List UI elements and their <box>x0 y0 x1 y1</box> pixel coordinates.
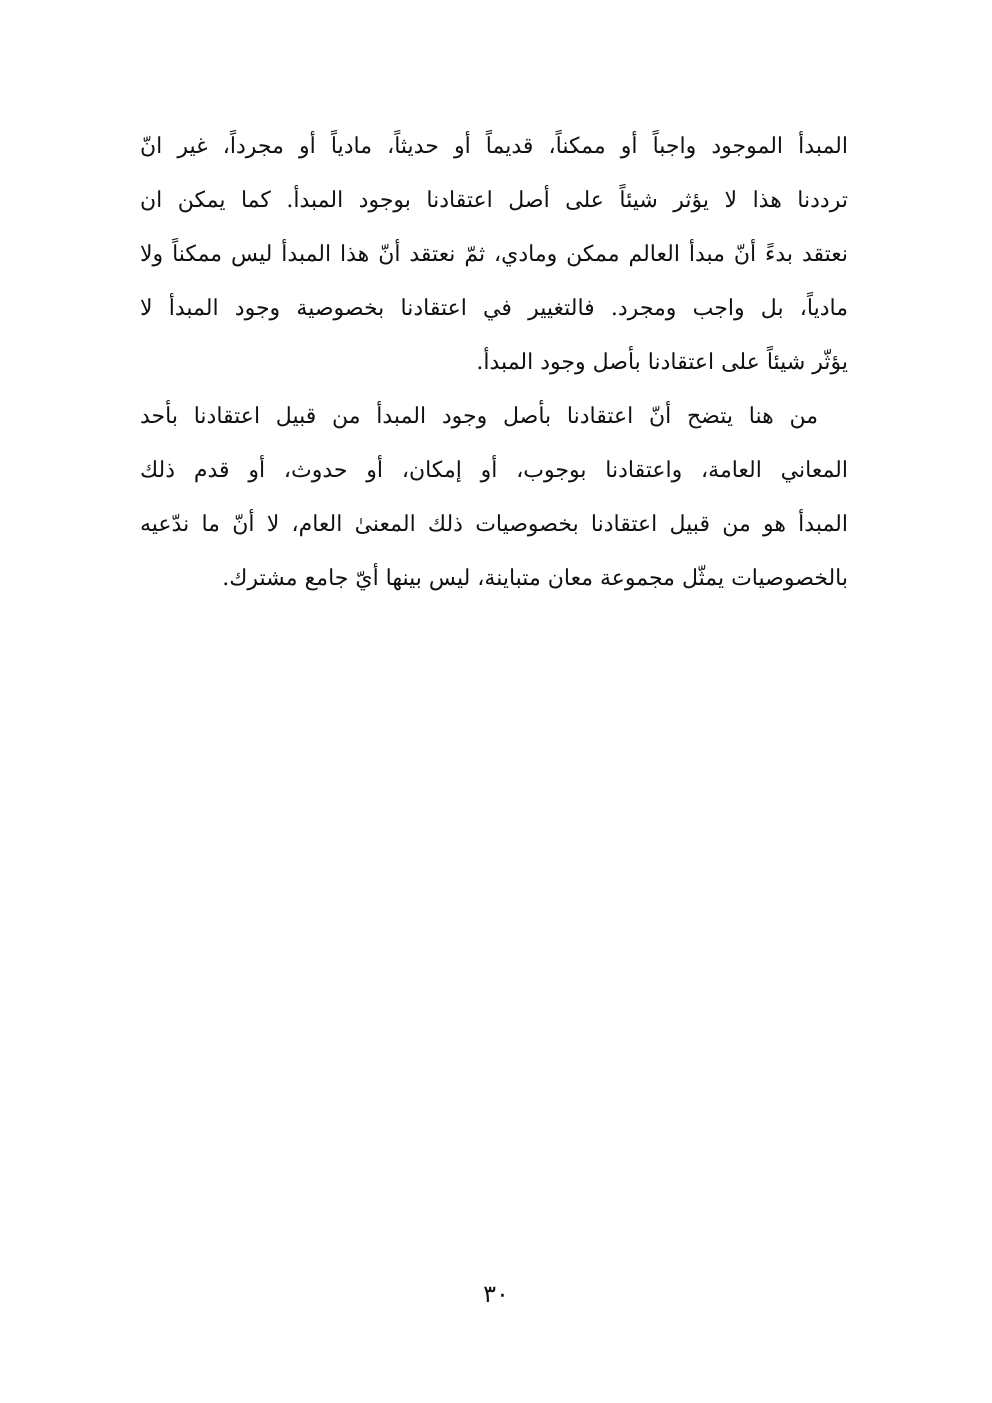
paragraph <box>140 120 848 390</box>
paragraph <box>140 390 848 606</box>
text-line: يؤثّر شيئاً على اعتقادنا بأصل وجود المبدأ. <box>476 350 848 375</box>
text-line: المبدأ هو من قبيل اعتقادنا بخصوصيات ذلك المعنىٰ العام، لا أنّ ما ندّعيه <box>140 512 848 537</box>
text-line: المبدأ الموجود واجباً أو ممكناً، قديماً أو حديثاً، مادياً أو مجرداً، غير انّ <box>140 134 848 159</box>
body-text <box>140 120 848 606</box>
text-line: مادياً، بل واجب ومجرد. فالتغيير في اعتقادنا بخصوصية وجود المبدأ لا <box>140 296 848 321</box>
text-line: ترددنا هذا لا يؤثر شيئاً على أصل اعتقادنا بوجود المبدأ. كما يمكن ان <box>140 188 848 213</box>
text-line: المعاني العامة، واعتقادنا بوجوب، أو إمكان، أو حدوث، أو قدم ذلك <box>140 458 848 483</box>
text-line: بالخصوصيات يمثّل مجموعة معان متباينة، ليس بينها أيّ جامع مشترك. <box>222 566 848 591</box>
text-line: من هنا يتضح أنّ اعتقادنا بأصل وجود المبدأ من قبيل اعتقادنا بأحد <box>140 404 818 429</box>
text-line: نعتقد بدءً أنّ مبدأ العالم ممكن ومادي، ثمّ نعتقد أنّ هذا المبدأ ليس ممكناً ولا <box>140 242 848 267</box>
page-number: ٣٠ <box>483 1280 509 1308</box>
